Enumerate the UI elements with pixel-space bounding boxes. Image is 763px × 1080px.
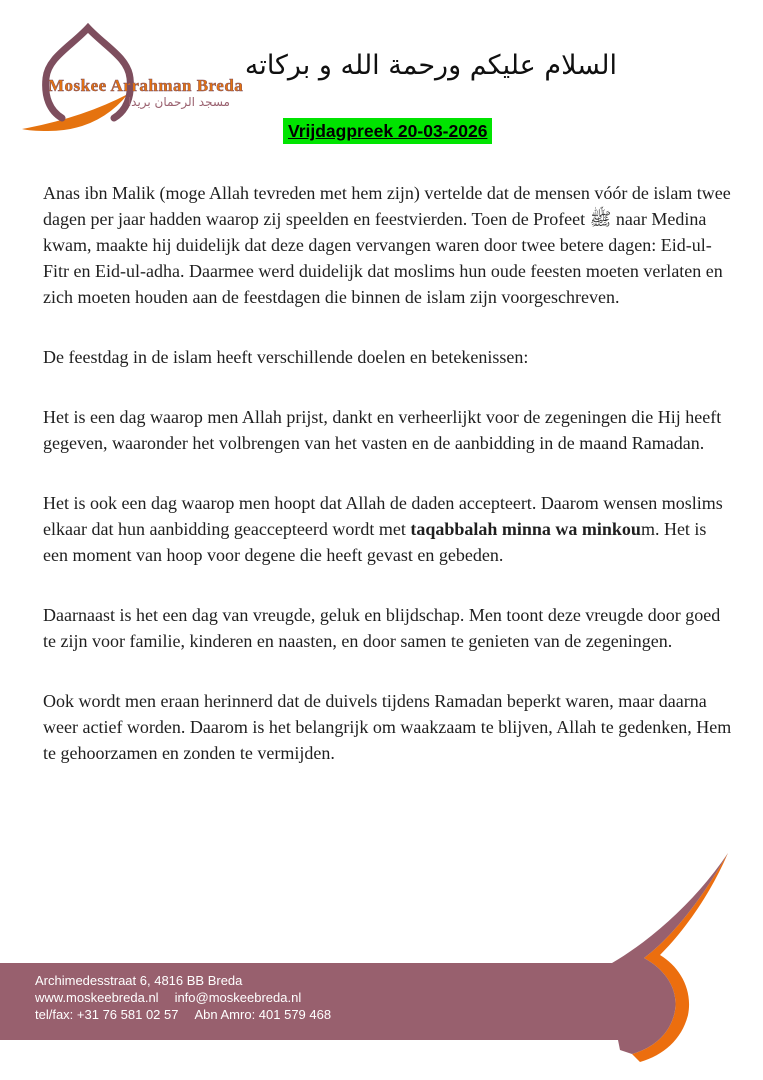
footer-contact-block — [35, 972, 331, 1023]
body-paragraphs — [43, 180, 733, 800]
footer-email: info@moskeebreda.nl — [174, 990, 302, 1005]
logo-title: Moskee Arrahman Breda — [48, 76, 244, 95]
paragraph — [43, 344, 733, 370]
arabic-greeting: السلام عليكم ورحمة الله و بركاته — [244, 50, 617, 81]
bold-phrase: taqabbalah minna wa minkou — [410, 519, 641, 539]
paragraph-text: m. Het is een moment van hoop voor degene die heeft gevast en gebeden. — [43, 519, 707, 565]
footer-website: www.moskeebreda.nl — [35, 990, 159, 1005]
paragraph-text: Daarnaast is het een dag van vreugde, geluk en blijdschap. Men toont deze vreugde door goed te zijn voor familie, kinderen en naasten, en door samen te genieten van de zegeningen. — [43, 605, 721, 651]
paragraph-text: Het is ook een dag waarop men hoopt dat Allah de daden accepteert. Daarom wensen moslims elkaar dat hun aanbidding geaccepteerd wordt met — [43, 493, 723, 539]
sermon-title: Vrijdagpreek 20-03-2026 — [283, 118, 492, 144]
paragraph-text: Het is een dag waarop men Allah prijst, dankt en verheerlijkt voor de zegeningen die Hij heeft gegeven, waaronder het volbrengen van het vasten en de aanbidding in de maand Ramadan. — [43, 407, 722, 453]
paragraph — [43, 602, 733, 654]
paragraph — [43, 490, 733, 568]
paragraph — [43, 688, 733, 766]
footer-telfax: tel/fax: +31 76 581 02 57 — [35, 1007, 179, 1022]
paragraph — [43, 180, 733, 310]
footer-bank-account: Abn Amro: 401 579 468 — [194, 1007, 332, 1022]
paragraph — [43, 404, 733, 456]
paragraph-text: De feestdag in de islam heeft verschillende doelen en betekenissen: — [43, 347, 529, 367]
footer-address: Archimedesstraat 6, 4816 BB Breda — [35, 973, 243, 988]
paragraph-text: Anas ibn Malik (moge Allah tevreden met hem zijn) vertelde dat de mensen vóór de islam twee dagen per jaar hadden waarop zij speelden en feestvierden. Toen de Profeet ﷺ naar Medina kwam, maakte hij duidelijk dat deze dagen vervangen waren door twee betere dagen: Eid-ul-Fitr en Eid-ul-adha. Daarmee werd duidelijk dat moslims hun oude feesten moeten verlaten en zich moeten houden aan de feestdagen die binnen de islam zijn voorgeschreven. — [43, 183, 731, 307]
footer-band-purple — [0, 853, 728, 1054]
footer-dome-decoration — [0, 845, 763, 1080]
paragraph-text: Ook wordt men eraan herinnerd dat de duivels tijdens Ramadan beperkt waren, maar daarna weer actief worden. Daarom is het belangrijk om waakzaam te blijven, Allah te gedenken, Hem te gehoorzamen en zonden te vermijden. — [43, 691, 732, 763]
logo-arabic-subtitle: مسجد الرحمان بريدا — [127, 95, 230, 109]
